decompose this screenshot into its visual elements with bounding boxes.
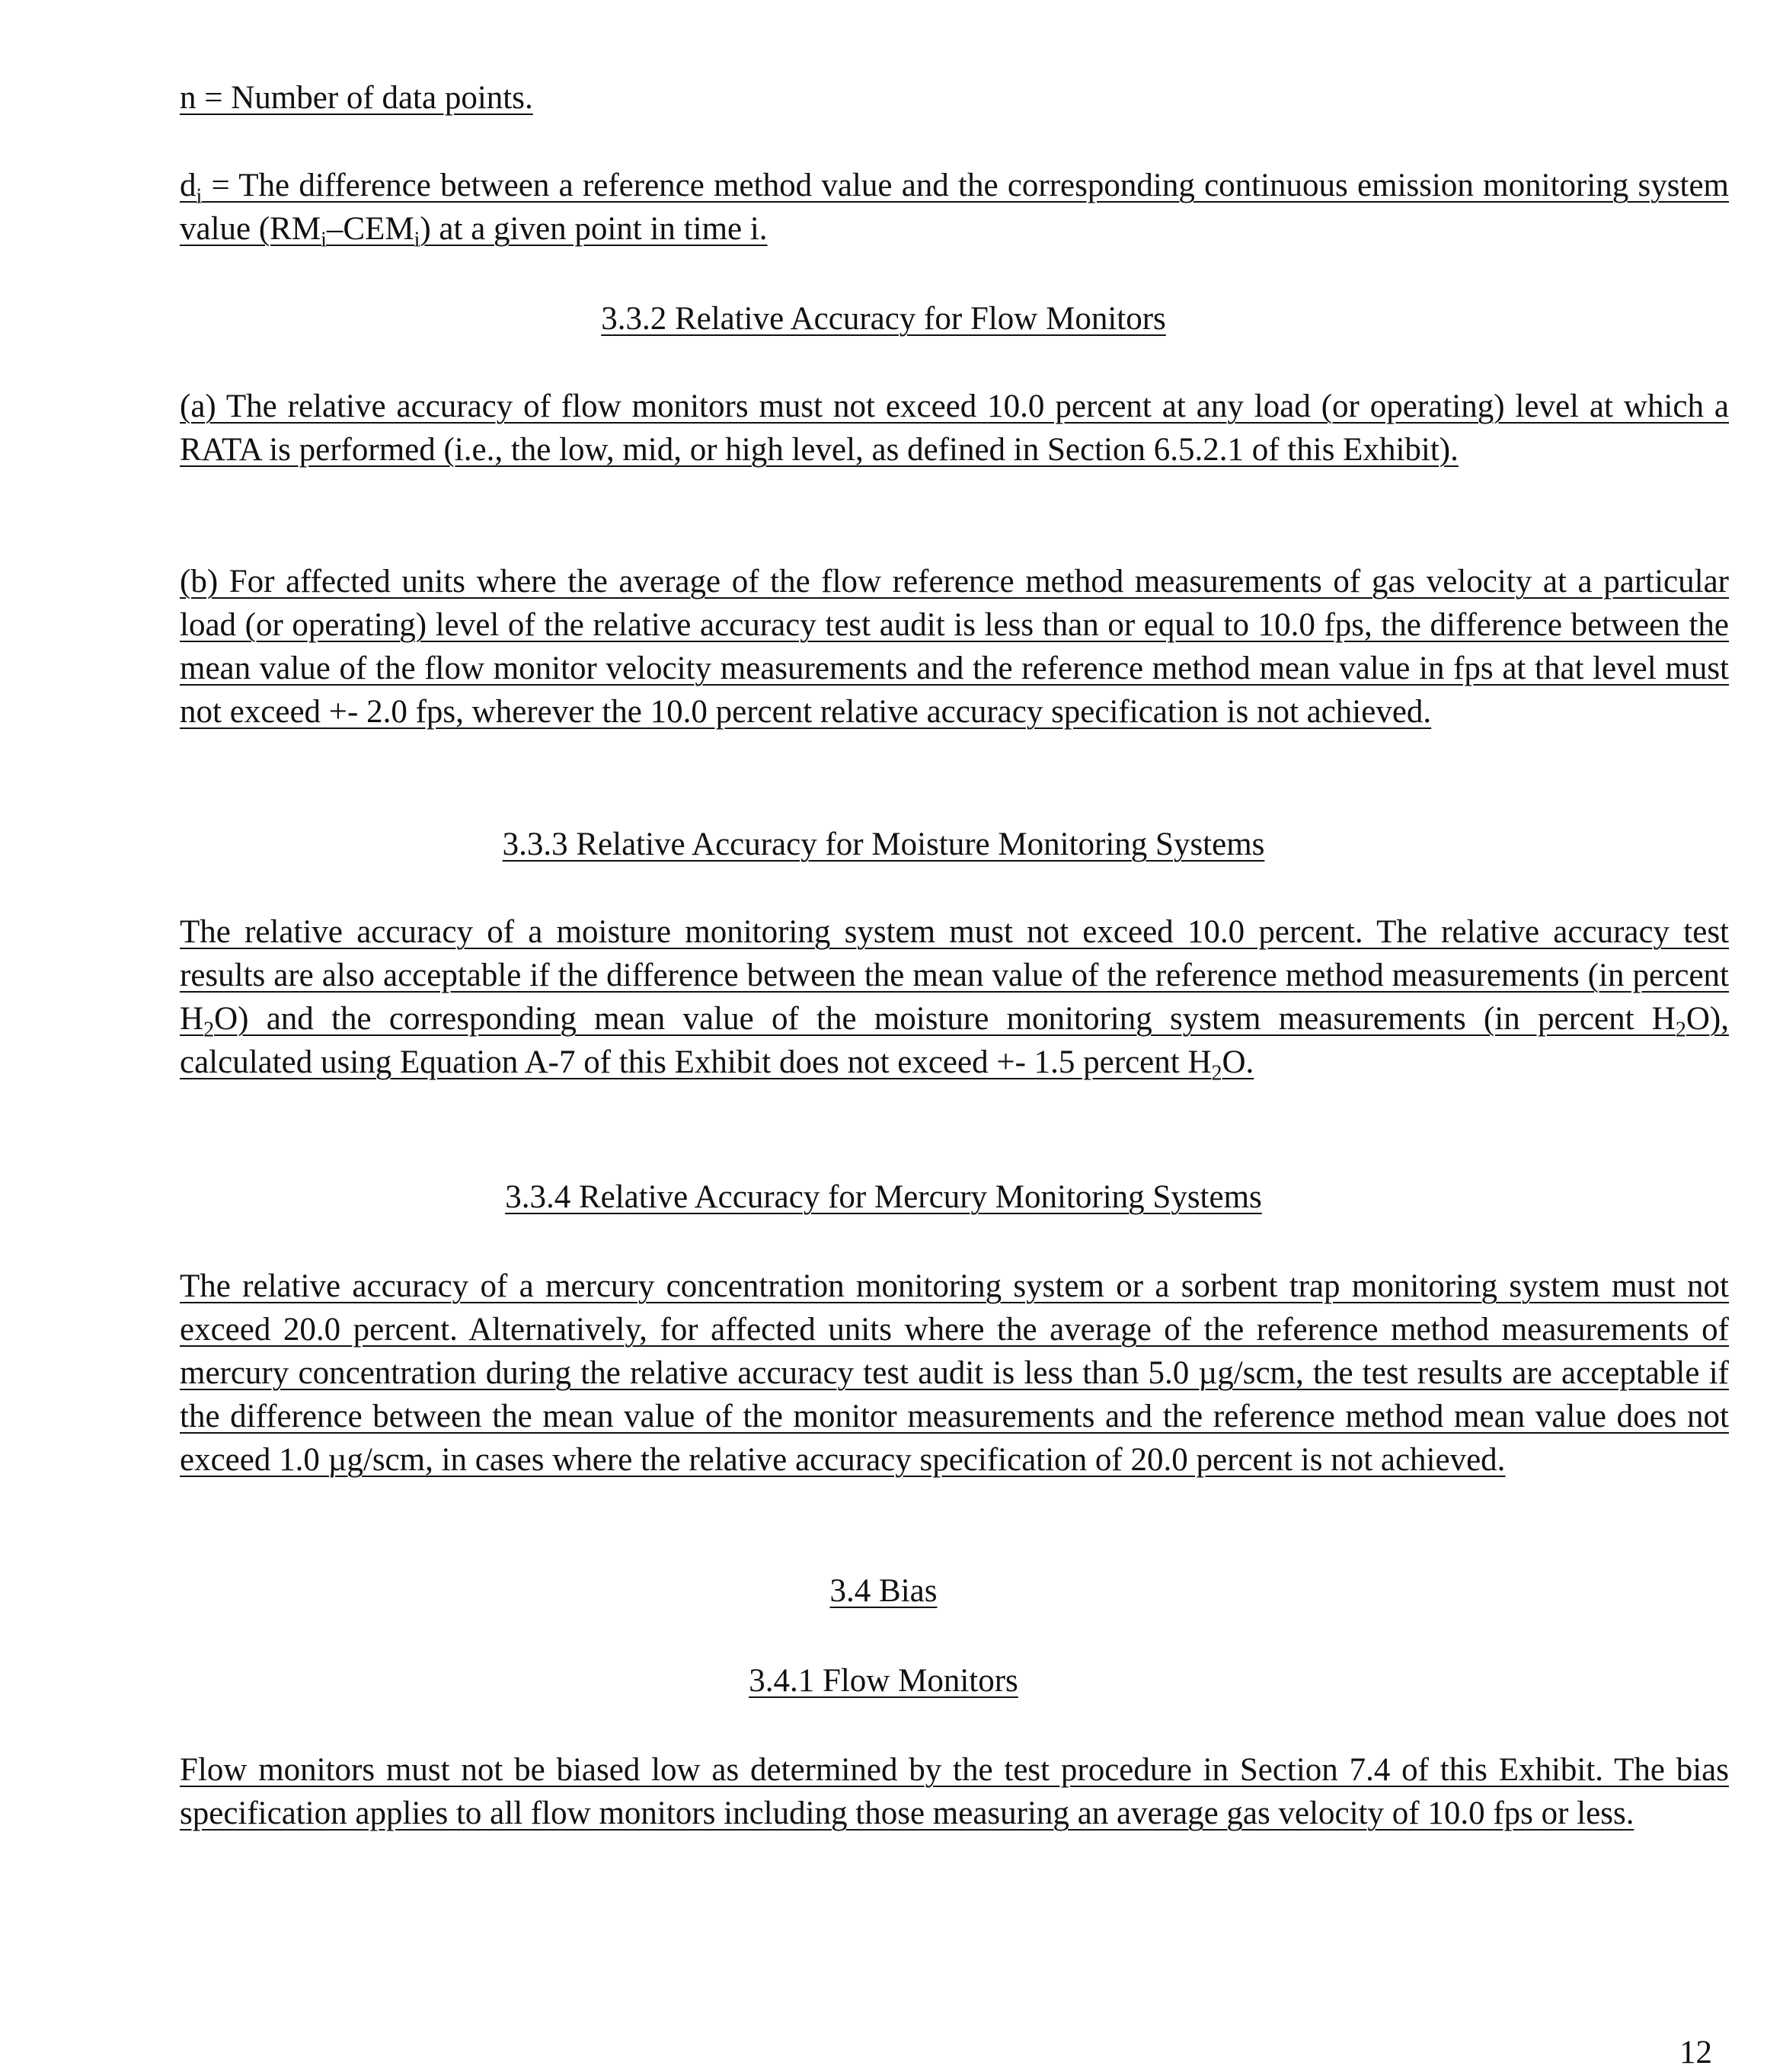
di-symbol: d: [180, 168, 197, 203]
di-subscript: i: [196, 184, 203, 209]
section-3-3-2-paragraph-a: (a) The relative accuracy of flow monitors must not exceed 10.0 percent at any load (or operating) level at which a RATA is performed (i.e., the low, mid, or high level, as defined in Section 6.5.2.1 of this Exhibit).: [180, 388, 1729, 468]
section-3-4-1-paragraph: Flow monitors must not be biased low as determined by the test procedure in Section 7.4 of this Exhibit. The bias specification applies to all flow monitors including those measuring an average gas velocity of 10.0 fps or less.: [180, 1752, 1729, 1831]
di-text-2: –CEM: [326, 211, 414, 247]
section-3-4-heading: 3.4 Bias: [829, 1573, 938, 1609]
di-definition: [180, 164, 1729, 251]
section-3-3-4-heading: 3.3.4 Relative Accuracy for Mercury Monitoring Systems: [505, 1179, 1262, 1215]
section-3-3-4-paragraph: The relative accuracy of a mercury concentration monitoring system or a sorbent trap monitoring system must not exceed 20.0 percent. Alternatively, for affected units where the average of the reference method measurements of mercury concentration during the relative accuracy test audit is less than 5.0 µg/scm, the test results are acceptable if the difference between the mean value of the monitor measurements and the reference method mean value does not exceed 1.0 µg/scm, in cases where the relative accuracy specification of 20.0 percent is not achieved.: [180, 1268, 1729, 1478]
di-text-1: = The difference between a reference method value and the corresponding continuous emission monitoring system value (RM: [180, 168, 1729, 247]
section-3-3-3-heading: 3.3.3 Relative Accuracy for Moisture Monitoring Systems: [502, 827, 1265, 862]
section-3-3-2-paragraph-b: (b) For affected units where the average of the flow reference method measurements of gas velocity at a particular load (or operating) level of the relative accuracy test audit is less than or equal to 10.0 fps, the difference between the mean value of the flow monitor velocity measurements and the reference method mean value in fps at that level must not exceed +- 2.0 fps, wherever the 10.0 percent relative accuracy specification is not achieved.: [180, 564, 1729, 730]
section-3-4-1-heading: 3.4.1 Flow Monitors: [749, 1663, 1018, 1699]
section-3-3-3-paragraph: The relative accuracy of a moisture monitoring system must not exceed 10.0 percent. The relative accuracy test results are also acceptable if the difference between the mean value of the reference method measurements (in percent $H_2O$) and the corresponding mean value of the moisture monitoring system measurements (in percent $H_2O$), calculated using Equation A-7 of this Exhibit does not exceed +- 1.5 percent $H_2O$.: [180, 914, 1729, 1086]
page-number: 12: [1679, 2035, 1712, 2070]
n-definition: n = Number of data points.: [180, 80, 533, 116]
section-3-3-2-heading: 3.3.2 Relative Accuracy for Flow Monitors: [601, 301, 1166, 337]
rm-subscript: i: [321, 228, 327, 252]
cem-subscript: i: [414, 228, 420, 252]
di-text-3: ) at a given point in time i.: [420, 211, 768, 247]
